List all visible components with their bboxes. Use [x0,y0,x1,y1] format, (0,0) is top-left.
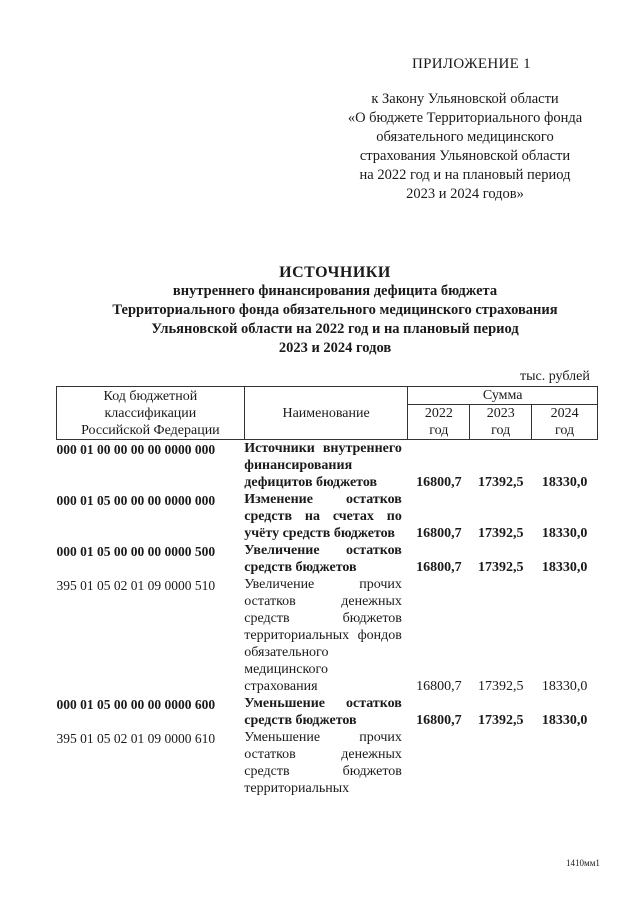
row-value-2022 [408,729,470,797]
code-header-line: классификации [104,405,197,421]
budget-sources-table [56,386,598,797]
appendix-line: обязательного медицинского [376,129,554,145]
year-header-2022 [408,405,470,440]
sum-header: Сумма [408,387,598,405]
year-label: год [491,423,511,438]
year-label: год [429,423,449,438]
table-row [57,491,598,542]
year-header-2023 [470,405,532,440]
row-value-2022: 16800,7 [416,526,462,541]
row-value-2023: 17392,5 [477,475,524,490]
appendix-reference [330,90,600,204]
row-code: 000 01 00 00 00 00 0000 000 [56,442,216,457]
row-value-2024: 18330,0 [541,713,588,728]
row-code: 000 01 05 00 00 00 0000 000 [56,493,216,508]
year-value: 2024 [550,406,579,421]
document-title [60,263,610,358]
table-row [57,542,598,576]
document-title-line: 2023 и 2024 годов [278,340,392,356]
appendix-line: к Закону Ульяновской области [371,91,559,107]
row-name: Увеличение остатков средств бюджетов [244,543,402,575]
table-row [57,729,598,797]
appendix-title: ПРИЛОЖЕНИЕ 1 [412,56,531,72]
row-value-2024: 18330,0 [541,526,588,541]
document-title-main: ИСТОЧНИКИ [279,264,391,281]
year-value: 2023 [486,406,515,421]
row-code: 000 01 05 00 00 00 0000 500 [56,544,216,559]
year-value: 2022 [424,406,453,421]
table-row [57,576,598,695]
year-header-2024 [532,405,598,440]
table-row [57,440,598,492]
row-value-2024 [532,729,598,797]
row-code: 000 01 05 00 00 00 0000 600 [56,697,216,712]
row-value-2022: 16800,7 [416,713,462,728]
row-name: Уменьшение остатков средств бюджетов [244,696,402,728]
code-header-line: Код бюджетной [103,388,198,404]
row-value-2023: 17392,5 [477,526,524,541]
row-code: 395 01 05 02 01 09 0000 610 [56,731,216,746]
appendix-line: страхования Ульяновской области [359,148,571,164]
appendix-line: на 2022 год и на плановый период [359,167,571,183]
table-row [57,695,598,729]
appendix-line: 2023 и 2024 годов» [406,186,524,202]
appendix-line: «О бюджете Территориального фонда [347,110,583,126]
units-label: тыс. рублей [520,369,590,384]
row-name: Увеличение прочих остатков денежных средств бюджетов территориальных фондов обязательного медицинского страхования [244,577,402,694]
row-value-2024: 18330,0 [541,560,588,575]
code-header-line: Российской Федерации [81,422,220,438]
row-value-2024: 18330,0 [541,679,588,694]
footer-code: 1410мм1 [566,858,600,868]
year-label: год [555,423,575,438]
row-value-2023: 17392,5 [477,560,524,575]
row-name: Изменение остатков средств на счетах по учёту средств бюджетов [244,492,402,541]
row-value-2023 [470,729,532,797]
name-header: Наименование [244,387,408,440]
row-code: 395 01 05 02 01 09 0000 510 [56,578,216,593]
row-value-2024: 18330,0 [541,475,588,490]
row-value-2023: 17392,5 [477,713,524,728]
row-value-2022: 16800,7 [416,475,462,490]
row-value-2022: 16800,7 [416,560,462,575]
document-title-line: внутреннего финансирования дефицита бюджета [172,283,498,299]
document-title-line: Ульяновской области на 2022 год и на плановый период [151,321,519,337]
code-header [57,387,245,440]
row-value-2023: 17392,5 [477,679,524,694]
row-name: Уменьшение прочих остатков денежных средств бюджетов территориальных [244,730,402,796]
row-name: Источники внутреннего финансирования дефицитов бюджетов [244,441,402,490]
row-value-2022: 16800,7 [416,679,462,694]
document-title-line: Территориального фонда обязательного медицинского страхования [112,302,558,318]
